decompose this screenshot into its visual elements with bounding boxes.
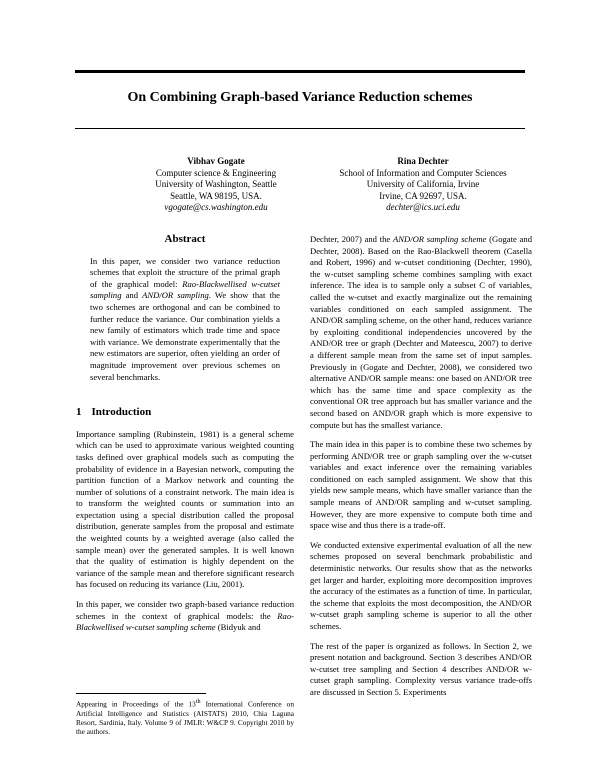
footnote: Appearing in Proceedings of the 13th International Conference on Artificial Intelligence and Statistics (AISTATS) 2010, Chia Laguna Resort, Sardinia, Italy. Volume 9 of JMLR: W&CP 9. Copyright 2010 by the authors. xyxy=(76,693,294,736)
abstract-heading: Abstract xyxy=(164,233,206,245)
abstract-text: In this paper, we consider two variance reduction schemes that exploit the structure of the primal graph of the graphical model: Rao-Blackwellised w-cutset sampling and AND/OR sampling. We show that the two schemes are orthogonal and can be combined to further reduce the variance. Our combination yields a new family of estimators which trade time and space with variance. We demonstrate experimentally that the new estimators are superior, often yielding an order of magnitude improvement over previous schemes on several benchmarks. xyxy=(90,255,280,382)
right-column xyxy=(310,234,532,707)
author-address: Irvine, CA 92697, USA. xyxy=(379,190,467,201)
author-name: Vibhav Gogate xyxy=(187,156,245,166)
intro-paragraph-1: Importance sampling (Rubinstein, 1981) is a general scheme which can be used to approximate various weighted counting tasks defined over graphical models such as computing the probability of evidence in a Bayesian network, computing the partition function of a Markov network and counting the number of solutions of a constraint network. The main idea is to transform the weighted counts or summation into an expectation using a special distribution called the proposal distribution, generate samples from the proposal and estimate the weighted counts by a weighted average (also called the sample mean) over the generated samples. It is well known that the quality of estimation is highly dependent on the variance of the sample mean and therefore significant research has focused on reducing its variance (Liu, 2001). xyxy=(76,428,294,590)
author-block-1 xyxy=(96,156,336,214)
author-name: Rina Dechter xyxy=(397,156,449,166)
author-email: vgogate@cs.washington.edu xyxy=(164,202,268,212)
footnote-rule xyxy=(76,693,206,694)
right-paragraph-3: We conducted extensive experimental evaluation of all the new schemes proposed on several benchmark probabilistic and deterministic networks. Our results show that as the networks get larger and harder, exploiting more decomposition improves the accuracy of the estimates as a function of time. In particular, the scheme that exploits the most decomposition, the AND/OR w-cutset graph sampling scheme is superior to all the other schemes. xyxy=(310,539,532,631)
right-paragraph-2: The main idea in this paper is to combine these two schemes by performing AND/OR tree or graph sampling over the w-cutset variables and exact inference over the remaining variables conditioned on each sampled assignment. We show that this yields new sample means, which have smaller variance than the sample means of AND/OR sampling and w-cutset sampling. However, they are more expensive to compute both time and space wise and thus there is a trade-off. xyxy=(310,439,532,531)
title-rule-bottom xyxy=(75,128,525,129)
title-rule-top xyxy=(75,70,525,73)
author-block-2 xyxy=(303,156,543,214)
intro-paragraph-2: In this paper, we consider two graph-based variance reduction schemes in the context of graphical models: the Rao-Blackwellised w-cutset sampling scheme (Bidyuk and xyxy=(76,599,294,633)
paper-title: On Combining Graph-based Variance Reduction schemes xyxy=(127,90,473,105)
author-email: dechter@ics.uci.edu xyxy=(386,202,460,212)
author-university: University of California, Irvine xyxy=(366,179,480,189)
author-department: Computer science & Engineering xyxy=(155,167,277,178)
right-paragraph-4: The rest of the paper is organized as follows. In Section 2, we present notation and background. Section 3 describes AND/OR w-cutset tree sampling and Section 4 describes AND/OR w-cutset graph sampling. Complexity versus variance trade-offs are discussed in Section 5. Experiments xyxy=(310,640,532,697)
left-column xyxy=(76,234,294,642)
right-paragraph-1: Dechter, 2007) and the AND/OR sampling scheme (Gogate and Dechter, 2008). Based on the Rao-Blackwell theorem (Casella and Robert, 1996) and w-cutset conditioning (Dechter, 1990), the w-cutset sampling scheme combines sampling with exact inference. The idea is to sample only a subset C of variables, called the w-cutset and exactly marginalize out the remaining variables conditioned on each sampled assignment. The AND/OR sampling scheme, on the other hand, reduces variance by exploiting conditional independencies uncovered by the AND/OR tree or graph (Dechter and Mateescu, 2007) to derive a different sample mean from the same set of input samples. Previously in (Gogate and Dechter, 2008), we considered two alternative AND/OR sample means: one based on AND/OR tree which has the same time and space complexity as the conventional OR tree approach but has smaller variance and the second based on AND/OR graph which is more expensive to compute but has the smallest variance. xyxy=(310,234,532,430)
section-heading-introduction: 1 Introduction xyxy=(76,406,152,419)
author-university: University of Washington, Seattle xyxy=(155,179,277,189)
author-address: Seattle, WA 98195, USA. xyxy=(170,190,262,201)
author-department: School of Information and Computer Sciences xyxy=(339,167,507,178)
